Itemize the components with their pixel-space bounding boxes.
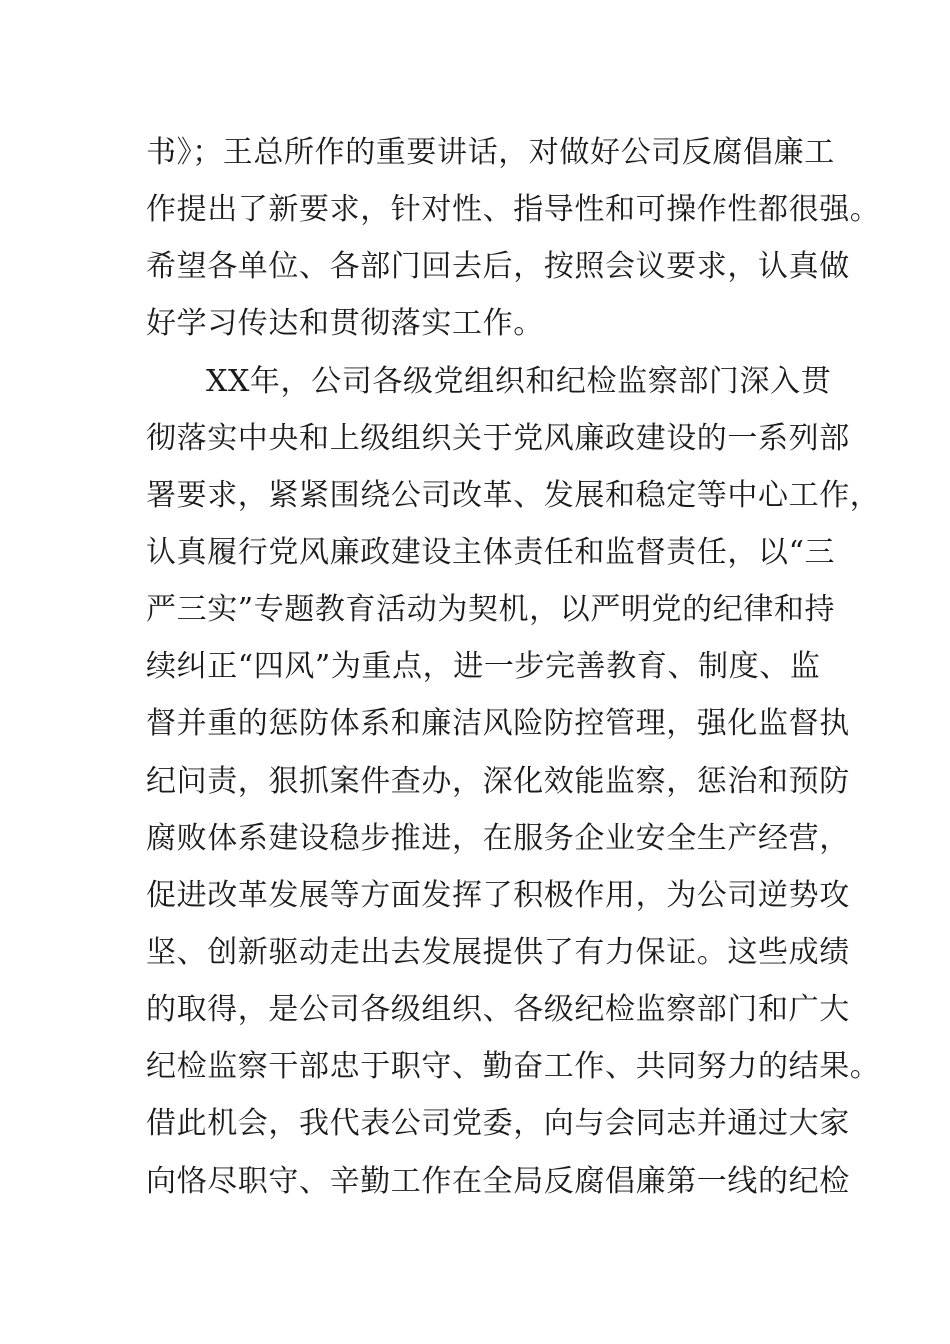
text-line: 严三实”专题教育活动为契机，以严明党的纪律和持 bbox=[146, 592, 836, 627]
text-line: 纪检监察干部忠于职守、勤奋工作、共同努力的结果。 bbox=[146, 1049, 881, 1084]
text-line: 向恪尽职守、辛勤工作在全局反腐倡廉第一线的纪检 bbox=[146, 1164, 850, 1199]
text-line: 的取得，是公司各级组织、各级纪检监察部门和广大 bbox=[146, 992, 850, 1027]
text-line: 续纠正“四风”为重点，进一步完善教育、制度、监 bbox=[146, 649, 821, 684]
text-line: 纪问责，狠抓案件查办，深化效能监察，惩治和预防 bbox=[146, 764, 850, 799]
text-line: 作提出了新要求，针对性、指导性和可操作性都很强。 bbox=[146, 192, 881, 227]
text-line: 借此机会，我代表公司党委，向与会同志并通过大家 bbox=[146, 1106, 850, 1141]
text-line: 书》；王总所作的重要讲话，对做好公司反腐倡廉工 bbox=[146, 135, 835, 170]
text-line: 督并重的惩防体系和廉洁风险防控管理，强化监督执 bbox=[146, 706, 850, 741]
text-line: 认真履行党风廉政建设主体责任和监督责任，以“三 bbox=[146, 535, 836, 570]
text-line: 促进改革发展等方面发挥了积极作用，为公司逆势攻 bbox=[146, 878, 850, 913]
text-line: 署要求，紧紧围绕公司改革、发展和稳定等中心工作， bbox=[146, 478, 881, 513]
text-line: 希望各单位、各部门回去后，按照会议要求，认真做 bbox=[146, 249, 850, 284]
text-line: 好学习传达和贯彻落实工作。 bbox=[146, 306, 544, 341]
text-line: 腐败体系建设稳步推进，在服务企业安全生产经营， bbox=[146, 821, 850, 856]
text-line: 彻落实中央和上级组织关于党风廉政建设的一系列部 bbox=[146, 421, 850, 456]
text-line: XX年，公司各级党组织和纪检监察部门深入贯 bbox=[206, 364, 832, 399]
text-line: 坚、创新驱动走出去发展提供了有力保证。这些成绩 bbox=[146, 935, 850, 970]
